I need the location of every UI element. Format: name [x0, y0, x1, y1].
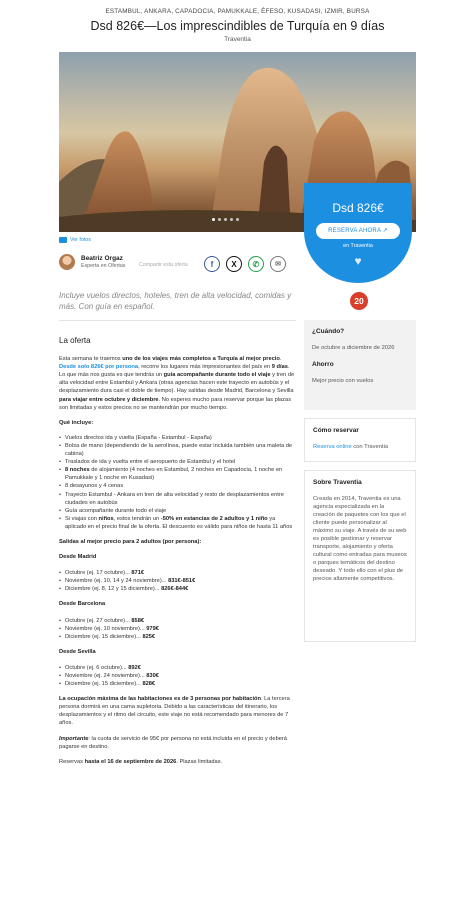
city-madrid: Desde Madrid — [59, 554, 97, 561]
book-now-button[interactable]: RESERVA AHORA ↗ — [316, 223, 400, 239]
list-item: • 8 noches de alojamiento (4 noches en Estambul, 2 noches en Capadocia, 1 noche en Pamukkale y 1 noche en Kusadasi) — [59, 466, 296, 482]
view-photos-label: Ver fotos — [70, 237, 91, 243]
offer-content — [59, 337, 296, 773]
list-item: • Noviembre (ej. 10, 14 y 24 noviembre)... 831€-851€ — [59, 577, 296, 585]
facebook-icon[interactable]: f — [204, 256, 220, 272]
about-text: Creada en 2014, Traventia es una agencia especializada en la creación de paquetes con los que el cliente puede personalizar al máximo su viaje. A través de su web es posible gestionar y reservar transporte, alojamiento y oferta cultural como entradas para museos o parques temáticos del destino deseado. Y todo ello con el plus de precios altamente competitivos. — [313, 496, 407, 582]
price-label: Dsd 826€ — [332, 201, 384, 215]
includes-title: Qué incluye: — [59, 419, 94, 426]
when-value: De octubre a diciembre de 2026 — [312, 345, 395, 351]
x-icon[interactable]: X — [226, 256, 242, 272]
list-item: • Si viajas con niños, estos tendrán un -50% en estancias de 2 adultos y 1 niño ya aplicado en el precio final de la oferta. El descuento es válido para niños de hasta 11 años — [59, 515, 296, 531]
book-online-link[interactable]: Reserva online — [313, 444, 352, 450]
booking-value: Reserva online con Traventia — [313, 444, 389, 450]
author-name: Beatriz Orgaz — [81, 255, 123, 262]
avatar — [59, 254, 75, 270]
booking-panel — [304, 418, 416, 462]
about-panel — [304, 470, 416, 642]
savings-value: Mejor precio con vuelos — [312, 378, 374, 384]
list-item: • Octubre (ej. 17 octubre)... 871€ — [59, 569, 296, 577]
page-header — [0, 8, 475, 43]
social-share — [204, 256, 286, 272]
author-block — [59, 254, 125, 270]
list-item: • Noviembre (ej. 10 noviembre)... 979€ — [59, 625, 296, 633]
list-item: • Diciembre (ej. 15 diciembre)... 825€ — [59, 633, 296, 641]
city-barcelona: Desde Barcelona — [59, 601, 106, 608]
madrid-prices — [59, 569, 296, 593]
list-item: • 8 desayunos y 4 cenas — [59, 482, 296, 490]
reservation-note: Reservas hasta el 16 de septiembre de 2026. Plazas limitadas. — [59, 758, 223, 765]
discount-badge: 20 — [350, 292, 368, 310]
sevilla-prices — [59, 664, 296, 688]
occupancy-note: La ocupación máxima de las habitaciones es de 3 personas por habitación. La tercera persona dormirá en una cama supletoria. Debido a las características del itinerario, los desplazamientos y el ritmo del circuito, este viaje no está recomendado para menores de 7 años. — [59, 696, 290, 727]
slide-dot[interactable] — [218, 218, 221, 221]
list-item: • Vuelos directos ida y vuelta (España - Estambul - España) — [59, 434, 296, 442]
offer-heading: La oferta — [59, 336, 91, 345]
offer-intro: Esta semana te traemos uno de los viajes más completos a Turquía al mejor precio. Desde solo 826€ por persona, recorre los lugares más impresionantes del país en 9 días. Lo que más nos gusta es que tendrás un guía acompañante durante todo el viaje y tren de alta velocidad entre Estambul y Ankara (otras agencias hacen este trayecto en autobús y el desplazamiento dura casi el doble de tiempo). Hay salidas desde Madrid, Barcelona y Sevilla para viajar entre octubre y diciembre. No esperes mucho para reservar porque las plazas son limitadas y estos precios no se mantendrán por mucho tiempo. — [59, 356, 295, 411]
list-item: • Diciembre (ej. 15 diciembre)... 828€ — [59, 680, 296, 688]
slide-indicators[interactable] — [212, 218, 239, 221]
whatsapp-icon[interactable]: ✆ — [248, 256, 264, 272]
offer-subtitle: Incluye vuelos directos, hoteles, tren de alta velocidad, comidas y más. Con guía en español. — [59, 291, 292, 311]
view-photos-link[interactable] — [59, 237, 91, 243]
page-title: Dsd 826€—Los imprescindibles de Turquía en 9 días — [90, 19, 385, 33]
author-role: Experta en Ofertas — [81, 263, 126, 269]
booking-title: Cómo reservar — [313, 427, 359, 434]
slide-dot[interactable] — [230, 218, 233, 221]
slide-dot[interactable] — [236, 218, 239, 221]
list-item: • Octubre (ej. 6 octubre)... 892€ — [59, 664, 296, 672]
slide-dot[interactable] — [224, 218, 227, 221]
camera-icon — [59, 237, 67, 243]
heart-icon[interactable]: ♥ — [354, 254, 362, 268]
provider-label: en Traventia — [343, 243, 373, 249]
barcelona-prices — [59, 617, 296, 641]
destinations: ESTAMBUL, ANKARA, CAPADOCIA, PAMUKKALE, ÉFESO, KUSADASI, IZMIR, BURSA — [105, 8, 370, 15]
list-item: • Diciembre (ej. 8, 12 y 15 diciembre)... 826€-844€ — [59, 585, 296, 593]
city-sevilla: Desde Sevilla — [59, 648, 96, 655]
includes-list — [59, 434, 296, 531]
list-item: • Guía acompañante durante todo el viaje — [59, 507, 296, 515]
list-item: • Bolsa de mano (dependiendo de la aerolínea, puede estar incluida también una maleta de cabina) — [59, 442, 296, 458]
email-icon[interactable]: ✉ — [270, 256, 286, 272]
savings-title: Ahorro — [312, 361, 334, 368]
share-label: Compartir esta oferta — [139, 262, 188, 268]
when-panel — [304, 320, 416, 410]
important-note: Importante: la cuota de servicio de 95€ por persona no está incluida en el precio y deberá pagarse en destino. — [59, 735, 287, 750]
list-item: • Trayecto Estambul - Ankara en tren de alta velocidad y resto de desplazamientos entre ciudades en autobús — [59, 491, 296, 507]
about-title: Sobre Traventia — [313, 479, 362, 486]
list-item: • Noviembre (ej. 24 noviembre)... 830€ — [59, 672, 296, 680]
best-price-title: Salidas al mejor precio para 2 adultos (por persona): — [59, 538, 202, 545]
slide-dot[interactable] — [212, 218, 215, 221]
when-title: ¿Cuándo? — [312, 328, 345, 335]
list-item: • Octubre (ej. 27 octubre)... 858€ — [59, 617, 296, 625]
divider — [59, 320, 296, 321]
price-box — [304, 183, 412, 283]
list-item: • Traslados de ida y vuelta entre el aeropuerto de Estambul y el hotel — [59, 458, 296, 466]
brand-name: Traventia — [224, 36, 251, 43]
